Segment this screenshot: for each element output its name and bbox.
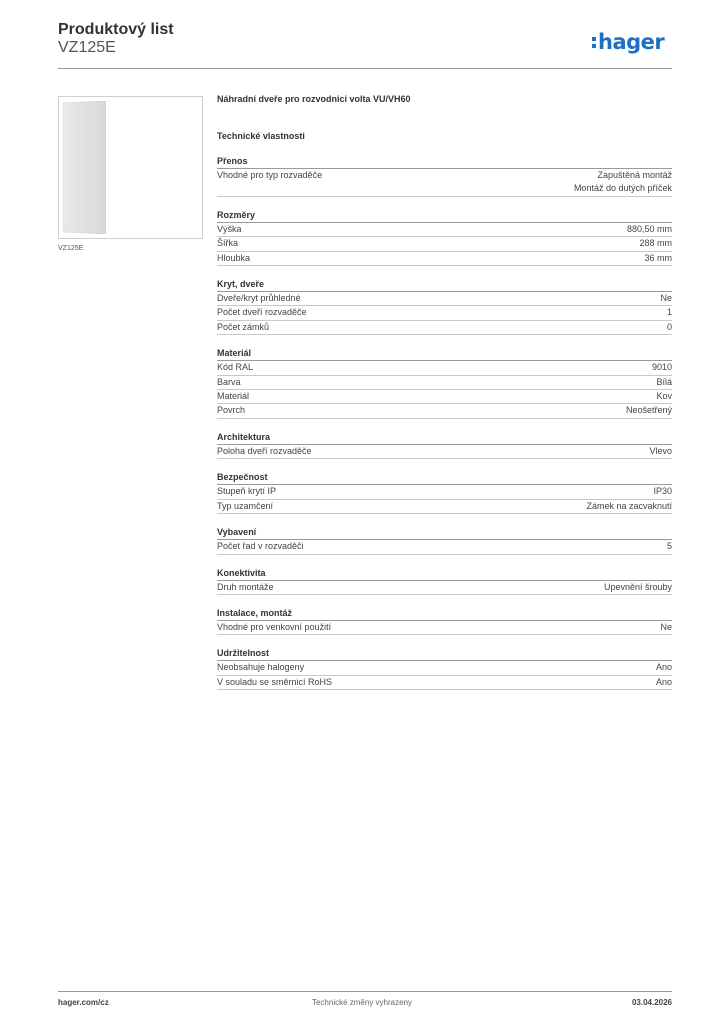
section-title: Materiál xyxy=(217,347,672,361)
property-value-line: 288 mm xyxy=(639,238,672,249)
property-section xyxy=(217,347,672,419)
section-title: Vybavení xyxy=(217,526,672,540)
hager-logo xyxy=(592,28,674,56)
property-value-line: 0 xyxy=(666,321,672,332)
property-section xyxy=(217,607,672,635)
property-row xyxy=(217,223,672,237)
property-row xyxy=(217,676,672,690)
property-section xyxy=(217,431,672,459)
property-value xyxy=(639,237,672,250)
property-value-line: Ne xyxy=(660,621,672,632)
property-label: Povrch xyxy=(217,405,246,416)
property-value xyxy=(656,676,672,689)
property-row xyxy=(217,485,672,499)
property-value-line: IP30 xyxy=(653,486,672,497)
property-value-line: Kov xyxy=(656,391,672,402)
section-title: Architektura xyxy=(217,431,672,445)
property-row xyxy=(217,404,672,418)
property-label: Druh montáže xyxy=(217,581,274,592)
property-sections xyxy=(217,155,672,690)
property-value-line: Ano xyxy=(655,662,672,673)
property-label: Počet dveří rozvaděče xyxy=(217,307,307,318)
property-value-line: 1 xyxy=(666,307,672,318)
property-value xyxy=(574,169,672,196)
footer-notice: Technické změny vyhrazeny xyxy=(311,998,413,1007)
section-title: Bezpečnost xyxy=(217,471,672,485)
property-value-line: Montáž do dutých příček xyxy=(573,183,672,194)
property-label: Šířka xyxy=(217,238,239,249)
property-value xyxy=(656,661,672,674)
property-label: Typ uzamčení xyxy=(217,500,274,511)
header-divider xyxy=(58,68,672,69)
property-value xyxy=(649,445,672,458)
property-row xyxy=(217,169,672,197)
property-value xyxy=(667,540,672,553)
property-value xyxy=(604,581,672,594)
property-label: Vhodné pro venkovní použití xyxy=(217,621,332,632)
property-value xyxy=(656,376,672,389)
property-section xyxy=(217,155,672,197)
property-section xyxy=(217,209,672,266)
property-label: Dveře/kryt průhledné xyxy=(217,293,301,304)
property-label: Vhodné pro typ rozvaděče xyxy=(217,170,323,180)
property-label: Barva xyxy=(217,376,241,387)
page-title: Produktový list xyxy=(58,21,174,38)
property-value-line: Upevnění šrouby xyxy=(603,581,672,592)
property-value xyxy=(660,621,672,634)
property-value-line: 9010 xyxy=(651,362,672,373)
property-value xyxy=(667,321,672,334)
technical-properties-heading: Technické vlastnosti xyxy=(217,131,305,141)
image-caption: VZ125E xyxy=(58,245,84,252)
property-value-line: 36 mm xyxy=(644,252,672,263)
property-label: Počet zámků xyxy=(217,321,270,332)
footer-website-link[interactable]: hager.com/cz xyxy=(58,998,109,1007)
property-row xyxy=(217,321,672,335)
property-value xyxy=(667,306,672,319)
property-row xyxy=(217,581,672,595)
property-value-line: Zapuštěná montáž xyxy=(597,170,672,180)
property-row xyxy=(217,292,672,306)
property-label: V souladu se směrnicí RoHS xyxy=(217,676,333,687)
property-value xyxy=(653,485,672,498)
property-label: Stupeň krytí IP xyxy=(217,486,277,497)
section-title: Kryt, dveře xyxy=(217,278,672,292)
property-value-line: Zámek na zacvaknutí xyxy=(586,500,672,511)
property-section xyxy=(217,567,672,595)
property-row xyxy=(217,306,672,320)
footer-divider xyxy=(58,991,672,992)
property-value xyxy=(656,390,672,403)
property-value xyxy=(652,361,672,374)
property-row xyxy=(217,621,672,635)
property-row xyxy=(217,361,672,375)
property-value xyxy=(627,223,672,236)
property-value-line: Bílá xyxy=(656,376,672,387)
product-name: Náhradní dveře pro rozvodnici volta VU/VH60 xyxy=(217,94,411,104)
property-section xyxy=(217,647,672,690)
product-code: VZ125E xyxy=(58,39,116,56)
property-row xyxy=(217,376,672,390)
logo-text: hager xyxy=(598,30,665,54)
product-image-frame xyxy=(58,96,203,239)
property-value xyxy=(660,292,672,305)
property-value-line: 880,50 mm xyxy=(626,223,672,234)
footer-date: 03.04.2026 xyxy=(631,998,672,1007)
property-value-line: Vlevo xyxy=(649,445,672,456)
property-label: Hloubka xyxy=(217,252,251,263)
property-row xyxy=(217,252,672,266)
property-value-line: Ne xyxy=(660,293,672,304)
door-panel-image xyxy=(63,101,106,234)
property-row xyxy=(217,540,672,554)
property-row xyxy=(217,500,672,514)
property-label: Materiál xyxy=(217,391,250,402)
property-section xyxy=(217,278,672,335)
property-section xyxy=(217,526,672,554)
property-label: Poloha dveří rozvaděče xyxy=(217,445,312,456)
property-value xyxy=(644,252,672,265)
property-row xyxy=(217,237,672,251)
property-label: Výška xyxy=(217,223,242,234)
property-label: Počet řad v rozvaděči xyxy=(217,541,304,552)
property-section xyxy=(217,471,672,514)
section-title: Instalace, montáž xyxy=(217,607,672,621)
property-row xyxy=(217,661,672,675)
section-title: Udržitelnost xyxy=(217,647,672,661)
product-details xyxy=(217,93,672,690)
property-label: Neobsahuje halogeny xyxy=(217,662,305,673)
property-value-line: Ano xyxy=(655,676,672,687)
section-title: Přenos xyxy=(217,155,672,169)
property-row xyxy=(217,445,672,459)
section-title: Rozměry xyxy=(217,209,672,223)
property-label: Kód RAL xyxy=(217,362,254,373)
property-value xyxy=(626,404,672,417)
property-value-line: Neošetřený xyxy=(625,405,672,416)
property-row xyxy=(217,390,672,404)
section-title: Konektivita xyxy=(217,567,672,581)
property-value-line: 5 xyxy=(666,541,672,552)
property-value xyxy=(586,500,672,513)
